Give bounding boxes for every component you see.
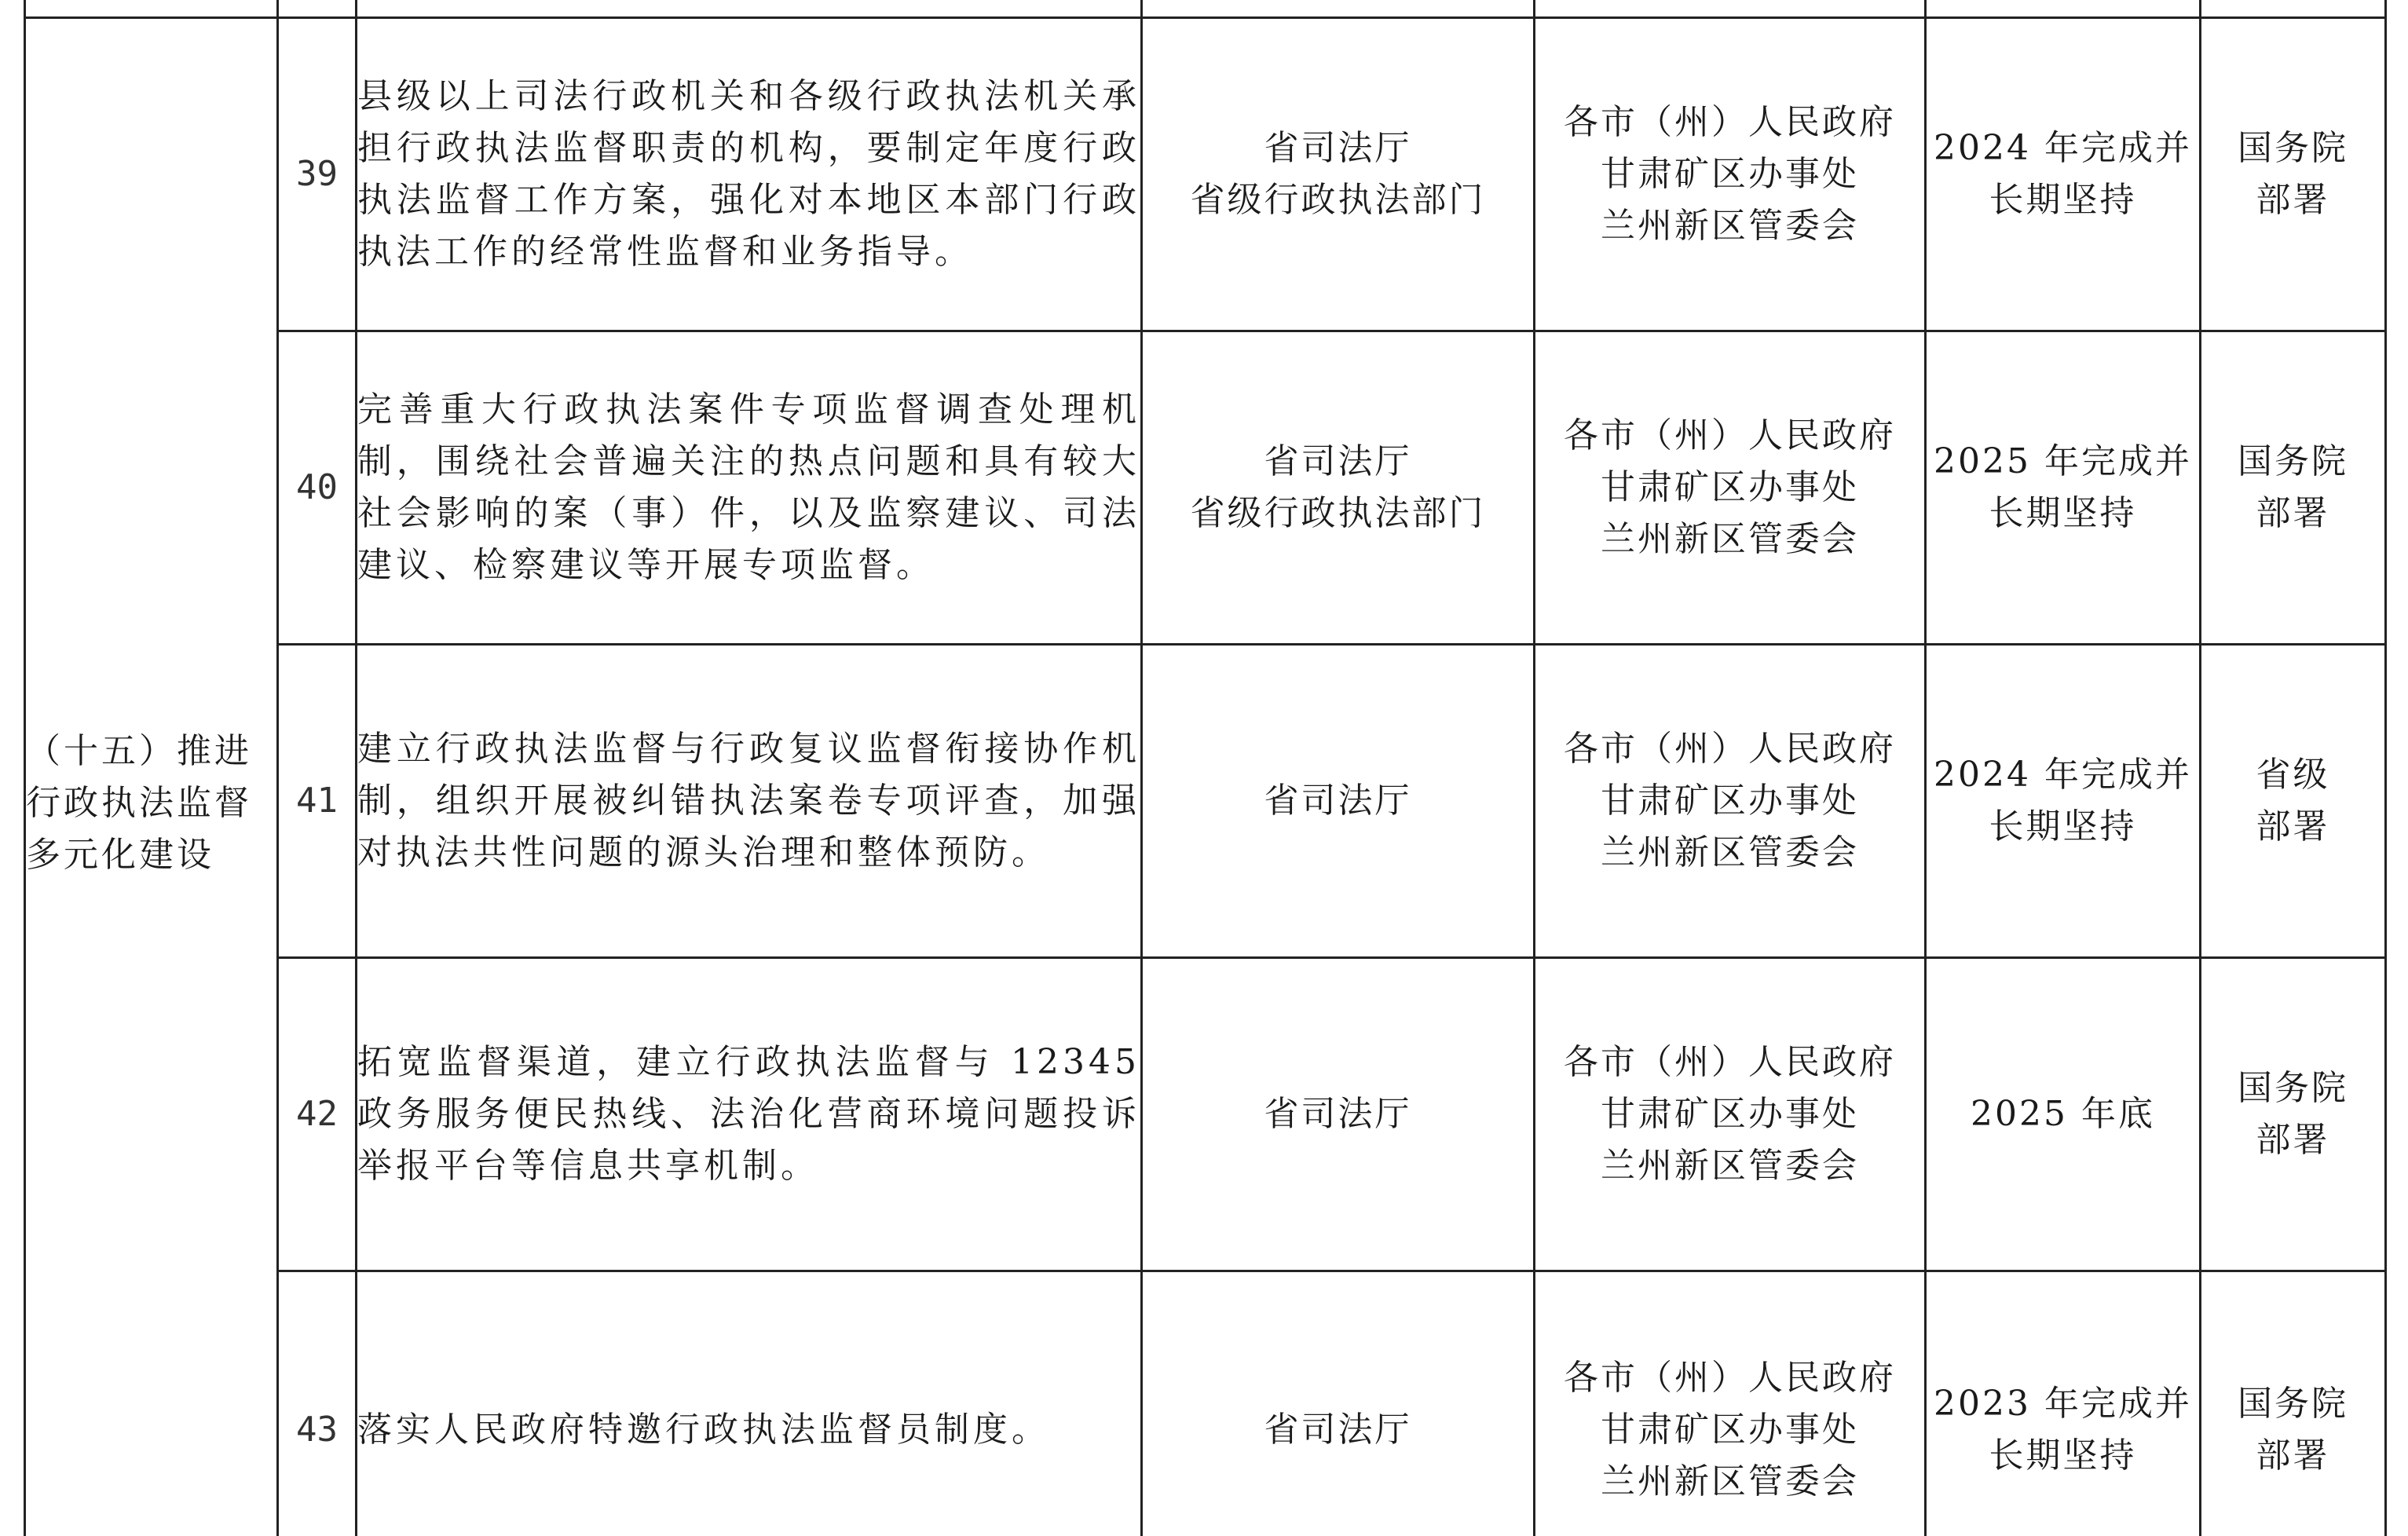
responsible-unit-line: 兰州新区管委会 xyxy=(1601,519,1859,559)
lead-unit xyxy=(1142,1271,1535,1536)
lead-unit xyxy=(1142,645,1535,958)
deadline xyxy=(1926,18,2201,331)
basis xyxy=(2201,331,2386,645)
table-cell xyxy=(278,0,357,18)
deadline-line: 长期坚持 xyxy=(1989,180,2137,220)
table-row xyxy=(25,958,2386,1271)
responsible-unit-line: 兰州新区管委会 xyxy=(1601,206,1859,246)
deadline xyxy=(1926,331,2201,645)
deadline-line: 2025 年底 xyxy=(1971,1094,2155,1134)
task-content: 县级以上司法行政机关和各级行政执法机关承担行政执法监督职责的机构，要制定年度行政执法监督工作方案，强化对本地区本部门行政执法工作的经常性监督和业务指导。 xyxy=(357,18,1142,331)
row-number: 39 xyxy=(278,18,357,331)
responsible-unit-line: 各市（州）人民政府 xyxy=(1564,1358,1896,1398)
lead-unit-line: 省司法厅 xyxy=(1264,128,1412,168)
deadline xyxy=(1926,1271,2201,1536)
deadline-line: 长期坚持 xyxy=(1989,1435,2137,1476)
responsible-unit-line: 各市（州）人民政府 xyxy=(1564,415,1896,455)
basis-line: 部署 xyxy=(2256,493,2330,533)
responsible-unit-line: 甘肃矿区办事处 xyxy=(1601,1094,1859,1134)
responsible-unit-line: 甘肃矿区办事处 xyxy=(1601,781,1859,821)
task-content: 建立行政执法监督与行政复议监督衔接协作机制，组织开展被纠错执法案卷专项评查，加强对执法共性问题的源头治理和整体预防。 xyxy=(357,645,1142,958)
lead-unit-line: 省司法厅 xyxy=(1264,1094,1412,1134)
previous-row-fragment xyxy=(25,0,2386,18)
table-cell xyxy=(1142,0,1535,18)
deadline-line: 长期坚持 xyxy=(1989,493,2137,533)
task-content: 完善重大行政执法案件专项监督调查处理机制，围绕社会普遍关注的热点问题和具有较大社会影响的案（事）件，以及监察建议、司法建议、检察建议等开展专项监督。 xyxy=(357,331,1142,645)
deadline xyxy=(1926,958,2201,1271)
task-table xyxy=(24,0,2387,1536)
table-cell xyxy=(357,0,1142,18)
row-number: 43 xyxy=(278,1271,357,1536)
responsible-unit xyxy=(1535,1271,1926,1536)
responsible-unit xyxy=(1535,18,1926,331)
table-cell xyxy=(2201,0,2386,18)
basis-line: 国务院 xyxy=(2238,1068,2348,1108)
deadline-line: 2023 年完成并 xyxy=(1934,1384,2192,1424)
table-row xyxy=(25,645,2386,958)
lead-unit xyxy=(1142,18,1535,331)
deadline xyxy=(1926,645,2201,958)
lead-unit-line: 省司法厅 xyxy=(1264,1410,1412,1450)
table-cell xyxy=(1926,0,2201,18)
responsible-unit-line: 兰州新区管委会 xyxy=(1601,832,1859,872)
responsible-unit xyxy=(1535,958,1926,1271)
basis-line: 部署 xyxy=(2256,806,2330,847)
table-row xyxy=(25,331,2386,645)
basis-line: 部署 xyxy=(2256,1120,2330,1160)
lead-unit-line: 省司法厅 xyxy=(1264,781,1412,821)
responsible-unit-line: 甘肃矿区办事处 xyxy=(1601,154,1859,194)
responsible-unit-line: 各市（州）人民政府 xyxy=(1564,729,1896,769)
responsible-unit-line: 兰州新区管委会 xyxy=(1601,1146,1859,1186)
category-cell: （十五）推进行政执法监督多元化建设 xyxy=(25,18,278,1536)
deadline-line: 2024 年完成并 xyxy=(1934,755,2192,795)
basis-line: 国务院 xyxy=(2238,128,2348,168)
task-content: 落实人民政府特邀行政执法监督员制度。 xyxy=(357,1271,1142,1536)
basis-line: 部署 xyxy=(2256,1435,2330,1476)
lead-unit xyxy=(1142,331,1535,645)
deadline-line: 2024 年完成并 xyxy=(1934,128,2192,168)
responsible-unit-line: 甘肃矿区办事处 xyxy=(1601,467,1859,507)
table-row xyxy=(25,18,2386,331)
basis-line: 国务院 xyxy=(2238,1384,2348,1424)
lead-unit-line: 省司法厅 xyxy=(1264,441,1412,481)
deadline-line: 长期坚持 xyxy=(1989,806,2137,847)
basis xyxy=(2201,645,2386,958)
table-cell xyxy=(25,0,278,18)
table-row xyxy=(25,1271,2386,1536)
responsible-unit-line: 各市（州）人民政府 xyxy=(1564,102,1896,142)
table-cell xyxy=(1535,0,1926,18)
basis xyxy=(2201,1271,2386,1536)
row-number: 42 xyxy=(278,958,357,1271)
lead-unit-line: 省级行政执法部门 xyxy=(1190,493,1486,533)
basis xyxy=(2201,18,2386,331)
responsible-unit xyxy=(1535,645,1926,958)
row-number: 40 xyxy=(278,331,357,645)
lead-unit xyxy=(1142,958,1535,1271)
basis-line: 部署 xyxy=(2256,180,2330,220)
deadline-line: 2025 年完成并 xyxy=(1934,441,2192,481)
basis-line: 省级 xyxy=(2256,755,2330,795)
responsible-unit-line: 各市（州）人民政府 xyxy=(1564,1042,1896,1082)
responsible-unit-line: 甘肃矿区办事处 xyxy=(1601,1410,1859,1450)
lead-unit-line: 省级行政执法部门 xyxy=(1190,180,1486,220)
responsible-unit-line: 兰州新区管委会 xyxy=(1601,1461,1859,1501)
basis-line: 国务院 xyxy=(2238,441,2348,481)
task-content: 拓宽监督渠道，建立行政执法监督与 12345 政务服务便民热线、法治化营商环境问题投诉举报平台等信息共享机制。 xyxy=(357,958,1142,1271)
responsible-unit xyxy=(1535,331,1926,645)
row-number: 41 xyxy=(278,645,357,958)
basis xyxy=(2201,958,2386,1271)
